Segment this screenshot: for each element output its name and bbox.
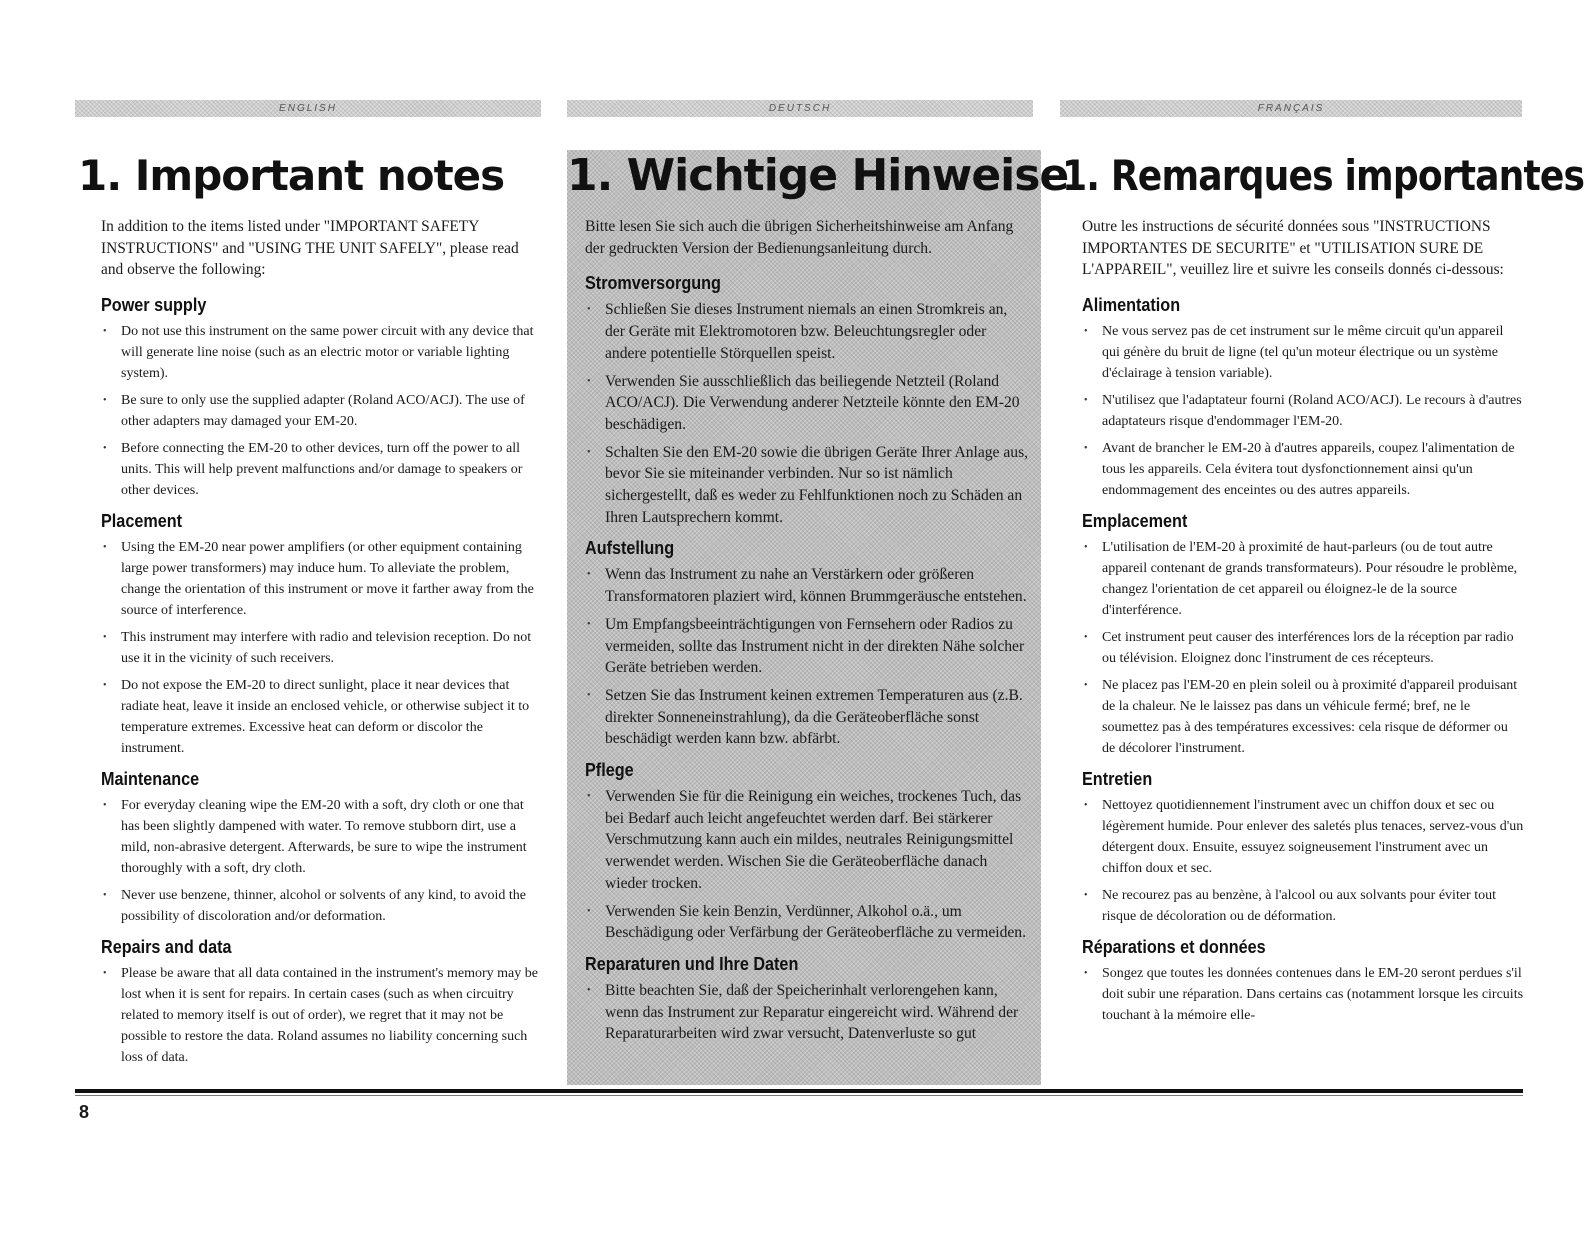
list-item: • This instrument may interfere with radio and television reception. Do not use it in the vicinity of such receivers. — [101, 627, 540, 669]
section-emplacement — [1082, 511, 1524, 759]
section-heading: Aufstellung — [585, 538, 675, 559]
list-item: • Avant de brancher le EM-20 à d'autres appareils, coupez l'alimentation de tous les appareils. Cela évitera tout dysfonctionnement ainsi qu'un endommagement des enceintes ou des autres appareils. — [1082, 438, 1524, 501]
footer-rule-thin — [75, 1095, 1523, 1096]
section-heading: Placement — [101, 510, 183, 531]
section-alimentation — [1082, 295, 1524, 501]
list-item: • Do not use this instrument on the same power circuit with any device that will generate line noise (such as an electric motor or variable lighting system). — [101, 321, 540, 384]
list-item: • Schalten Sie den EM-20 sowie die übrigen Geräte Ihrer Anlage aus, bevor Sie sie miteinander verbinden. Nur so ist nämlich sichergestellt, daß es weder zu Fehlfunktionen noch zu Schäden an Ihren Lautsprechern kommt. — [585, 442, 1031, 529]
list-item: • Never use benzene, thinner, alcohol or solvents of any kind, to avoid the possibility of discoloration and/or deformation. — [101, 885, 540, 927]
intro-french: Outre les instructions de sécurité données sous "INSTRUCTIONS IMPORTANTES DE SECURITE" et "UTILISATION SURE DE L'APPAREIL", veuillez lire et suivre les conseils donnés ci-dessous: — [1082, 218, 1504, 278]
list-item: • Verwenden Sie ausschließlich das beiliegende Netzteil (Roland ACO/ACJ). Die Verwendung anderer Netzteile könnte den EM-20 beschädigen. — [585, 371, 1031, 436]
section-heading: Reparaturen und Ihre Daten — [585, 953, 799, 974]
section-power-supply — [101, 295, 540, 501]
german-column — [567, 150, 1069, 1055]
section-reparaturen — [585, 954, 1031, 1045]
english-column — [78, 150, 540, 1078]
page-title-french: 1. Remarques importantes — [1062, 151, 1585, 200]
list-item: • N'utilisez que l'adaptateur fourni (Roland ACO/ACJ). Le recours à d'autres adaptateurs risque d'endommager l'EM-20. — [1082, 390, 1524, 432]
section-repairs-and-data — [101, 937, 540, 1068]
list-item: • Songez que toutes les données contenues dans le EM-20 seront perdues s'il doit subir une réparation. Dans certains cas (notamment lorsque les circuits touchant à la mémoire elle- — [1082, 963, 1524, 1026]
list-item: • Cet instrument peut causer des interférences lors de la réception par radio ou télévision. Eloignez donc l'instrument de ces récepteurs. — [1082, 627, 1524, 669]
list-item: • Before connecting the EM-20 to other devices, turn off the power to all units. This will help prevent malfunctions and/or damage to speakers or other devices. — [101, 438, 540, 501]
list-item: • Ne vous servez pas de cet instrument sur le même circuit qu'un appareil qui génère du bruit de ligne (tel qu'un moteur électrique ou un système d'éclairage à tension variable). — [1082, 321, 1524, 384]
section-heading: Emplacement — [1082, 510, 1188, 531]
list-item: • Verwenden Sie für die Reinigung ein weiches, trockenes Tuch, das bei Bedarf auch leicht angefeuchtet werden darf. Bei stärkerer Verschmutzung kann auch ein mildes, neutrales Reinigungsmittel verwendet werden. Wischen Sie die Geräteoberfläche danach wieder trocken. — [585, 786, 1031, 895]
section-heading: Repairs and data — [101, 936, 232, 957]
section-pflege — [585, 760, 1031, 944]
section-heading: Maintenance — [101, 768, 200, 789]
list-item: • Setzen Sie das Instrument keinen extremen Temperaturen aus (z.B. direkter Sonneneinstrahlung), da die Geräteoberfläche sonst beschädigt werden kann bzw. abfärbt. — [585, 685, 1031, 750]
section-heading: Power supply — [101, 294, 207, 315]
list-item: • Bitte beachten Sie, daß der Speicherinhalt verlorengehen kann, wenn das Instrument zur Reparatur eingereicht wird. Während der Reparaturarbeiten wird zwar versucht, Datenverluste so gut — [585, 980, 1031, 1045]
french-column — [1062, 150, 1585, 1036]
lang-bar-francais: FRANÇAIS — [1060, 100, 1522, 117]
intro-german: Bitte lesen Sie sich auch die übrigen Sicherheitshinweise am Anfang der gedruckten Version der Bedienungsanleitung durch. — [585, 218, 1014, 257]
section-entretien — [1082, 769, 1524, 927]
section-maintenance — [101, 769, 540, 927]
page-title-german: 1. Wichtige Hinweise — [567, 150, 1069, 201]
page-number: 8 — [79, 1102, 90, 1122]
footer-rule-thick — [75, 1089, 1523, 1093]
section-placement — [101, 511, 540, 759]
intro-english: In addition to the items listed under "IMPORTANT SAFETY INSTRUCTIONS" and "USING THE UNIT SAFELY", please read and observe the following: — [101, 218, 519, 278]
section-aufstellung — [585, 538, 1031, 750]
list-item: • For everyday cleaning wipe the EM-20 with a soft, dry cloth or one that has been slightly dampened with water. To remove stubborn dirt, use a mild, non-abrasive detergent. Afterwards, be sure to wipe the instrument thoroughly with a soft, dry cloth. — [101, 795, 540, 879]
section-heading: Alimentation — [1082, 294, 1181, 315]
list-item: • Nettoyez quotidiennement l'instrument avec un chiffon doux et sec ou légèrement humide. Pour enlever des saletés plus tenaces, servez-vous d'un détergent doux. Ensuite, essuyez soigneusement l'instrument avec un chiffon doux et sec. — [1082, 795, 1524, 879]
section-heading: Pflege — [585, 760, 634, 781]
list-item: • Um Empfangsbeeinträchtigungen von Fernsehern oder Radios zu vermeiden, sollte das Instrument nicht in der direkten Nähe solcher Geräte betrieben werden. — [585, 614, 1031, 679]
list-item: • Ne placez pas l'EM-20 en plein soleil ou à proximité d'appareil produisant de la chaleur. Ne le laissez pas dans un véhicule fermé; bref, ne le soumettez pas à des températures excessives: cela risque de déformer ou de décolorer l'instrument. — [1082, 675, 1524, 759]
section-heading: Entretien — [1082, 768, 1153, 789]
page-title-english: 1. Important notes — [78, 151, 505, 200]
list-item: • Verwenden Sie kein Benzin, Verdünner, Alkohol o.ä., um Beschädigung oder Verfärbung der Geräteoberfläche zu vermeiden. — [585, 901, 1031, 944]
list-item: • Do not expose the EM-20 to direct sunlight, place it near devices that radiate heat, leave it inside an enclosed vehicle, or otherwise subject it to temperature extremes. Excessive heat can deform or discolor the instrument. — [101, 675, 540, 759]
list-item: • Please be aware that all data contained in the instrument's memory may be lost when it is sent for repairs. In certain cases (such as when circuitry related to memory itself is out of order), we regret that it may not be possible to restore the data. Roland assumes no liability concerning such loss of data. — [101, 963, 540, 1068]
section-heading: Stromversorgung — [585, 273, 721, 294]
section-stromversorgung — [585, 273, 1031, 528]
lang-bar-english: ENGLISH — [75, 100, 541, 117]
list-item: • Schließen Sie dieses Instrument niemals an einen Stromkreis an, der Geräte mit Elektromotoren bzw. Beleuchtungsregler oder andere potentielle Störquellen speist. — [585, 299, 1031, 364]
section-heading: Réparations et données — [1082, 936, 1266, 957]
section-reparations — [1082, 937, 1524, 1026]
lang-bar-deutsch: DEUTSCH — [567, 100, 1033, 117]
list-item: • Be sure to only use the supplied adapter (Roland ACO/ACJ). The use of other adapters may damaged your EM-20. — [101, 390, 540, 432]
list-item: • Using the EM-20 near power amplifiers (or other equipment containing large power transformers) may induce hum. To alleviate the problem, change the orientation of this instrument or move it farther away from the source of interference. — [101, 537, 540, 621]
list-item: • L'utilisation de l'EM-20 à proximité de haut-parleurs (ou de tout autre appareil contenant de grands transformateurs). Pour résoudre le problème, changez l'orientation de cet appareil ou éloignez-le de la source d'interférence. — [1082, 537, 1524, 621]
list-item: • Ne recourez pas au benzène, à l'alcool ou aux solvants pour éviter tout risque de décoloration ou de déformation. — [1082, 885, 1524, 927]
list-item: • Wenn das Instrument zu nahe an Verstärkern oder größeren Transformatoren plaziert wird, können Brummgeräusche entstehen. — [585, 564, 1031, 607]
